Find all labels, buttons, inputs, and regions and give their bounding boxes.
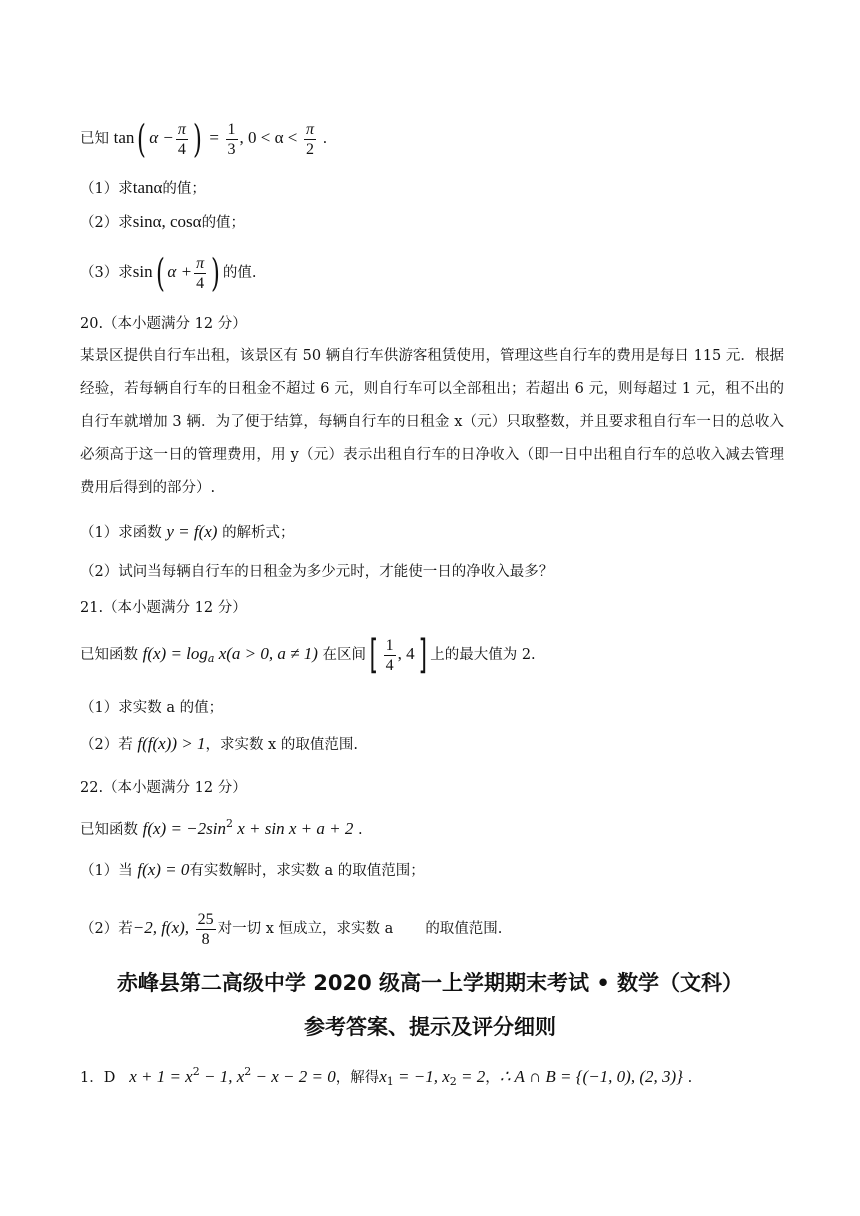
q21-part1: （1）求实数 a 的值；: [80, 700, 224, 716]
alpha-minus: α −: [149, 128, 174, 147]
pi-over-2: $\frac{\pi}{2}$: [305, 120, 314, 158]
q21-intro-math2: x(a > 0, a ≠ 1): [214, 644, 318, 663]
q19-part3: [80, 252, 800, 293]
pi-over-4: $\frac{\pi}{4}$: [177, 120, 186, 158]
a1-mid: ，解得: [335, 1070, 380, 1086]
q21-part2-prefix: （2）若: [80, 737, 133, 753]
sin-squared: 2: [225, 817, 233, 830]
q22-intro-math-a: f(x) = −2sin: [142, 819, 226, 838]
q22-part1-prefix: （1）当: [80, 863, 133, 879]
q22-intro: [80, 814, 800, 840]
q22-part1-math: f(x) = 0: [137, 860, 190, 879]
a1-math-c: − x − 2 = 0: [251, 1067, 336, 1086]
q19-intro: [80, 118, 800, 159]
q20-body: 某景区提供自行车出租，该景区有 50 辆自行车供游客租赁使用，管理这些自行车的费用是每日 115 元．根据经验，若每辆自行车的日租金不超过 6 元，则自行车可以全部租出；若超出 6 元，则每超过 1 元，租不出的自行车就增加 3 辆．为了便于结算，每辆自行车的日租金 x（元）只取整数，并且要求租自行车一日的总收入必须高于这一日的管理费用，用 y（元）表示出租自行车的日净收入（即一日中出租自行车的总收入减去管理费用后得到的部分）.: [80, 348, 784, 496]
alpha-plus: α +: [167, 262, 193, 281]
twenty-five-eighths: $\frac{25}{8}$: [197, 910, 214, 948]
q19-part2: [80, 212, 800, 233]
equals: =: [209, 128, 219, 147]
q21-part2-math: f(f(x)) > 1: [137, 734, 206, 753]
q21-intro: [80, 632, 800, 681]
q19-part3-suffix: 的值.: [222, 265, 257, 281]
q19-part1-math: tanα: [132, 178, 163, 197]
log-base: a: [207, 652, 215, 665]
right-paren: ): [192, 117, 202, 161]
a1-math-f: = 2: [456, 1067, 486, 1086]
period: .: [322, 131, 328, 147]
answers-title-1: 赤峰县第二高级中学 2020 级高一上学期期末考试 • 数学（文科）: [116, 971, 744, 995]
q22-part2: [80, 906, 800, 951]
q21-intro-suffix: 上的最大值为 2.: [430, 647, 536, 663]
left-paren: (: [155, 251, 165, 295]
answer-1-label: 1．D: [80, 1070, 116, 1086]
answer-1: 1．D $x + 1 = x^2 - 1$, $x^2 - x - 2 = 0$，解得$x_1 = -1$, $x_2 = 2$，∴ A ∩ B = {(−1, 0), (2, 3)} .: [80, 1065, 693, 1088]
q22-part1-suffix: 有实数解时，求实数 a 的取值范围；: [189, 863, 425, 879]
sin-text: sin: [132, 262, 153, 281]
interval-end: , 4: [397, 644, 415, 663]
q22-intro-math-b: x + sin x + a + 2: [232, 819, 354, 838]
q22-intro-suffix: .: [357, 822, 363, 838]
a1-math-b: − 1, x: [199, 1067, 245, 1086]
a1-math-a: x + 1 = x: [129, 1067, 193, 1086]
left-bracket: [: [369, 632, 379, 678]
q19-intro-prefix: 已知: [80, 131, 109, 147]
a1-math-g: ∴ A ∩ B = {(−1, 0), (2, 3)}: [499, 1067, 683, 1086]
right-paren: ): [211, 251, 220, 295]
a1-math-e: = −1, x: [393, 1067, 450, 1086]
q21-header: 21.（本小题满分 12 分）: [80, 600, 247, 616]
q20-part1-math: y = f(x): [166, 522, 218, 541]
q19-part2-prefix: （2）求: [80, 215, 133, 231]
pi-over-4: $\frac{\pi}{4}$: [196, 254, 205, 292]
q19-part2-suffix: 的值；: [201, 215, 246, 231]
q22-part2-end: 的取值范围.: [425, 921, 503, 937]
one-quarter: $\frac{1}{4}$: [385, 636, 394, 674]
q20-part1-prefix: （1）求函数: [80, 525, 162, 541]
right-bracket: ]: [418, 632, 427, 678]
q21-part2-suffix: ，求实数 x 的取值范围.: [205, 737, 358, 753]
tan-text: tan: [113, 128, 135, 147]
q19-part3-prefix: （3）求: [80, 265, 133, 281]
q21-intro-math: f(x) = log: [142, 644, 208, 663]
a1-mid2: ，: [485, 1070, 500, 1086]
a1-end: .: [687, 1070, 693, 1086]
alpha-range: , 0 < α <: [239, 128, 298, 147]
one-third: $\frac{1}{3}$: [227, 120, 236, 158]
q22-intro-prefix: 已知函数: [80, 822, 138, 838]
answers-title-2: 参考答案、提示及评分细则: [304, 1015, 556, 1039]
q22-part2-prefix: （2）若: [80, 921, 133, 937]
q21-part2: [80, 734, 800, 755]
q19-part1-suffix: 的值；: [162, 181, 206, 197]
q20-part1-suffix: 的解析式；: [222, 525, 295, 541]
a1-math-d: x: [379, 1067, 387, 1086]
q19-part2-math: sinα, cosα: [132, 212, 202, 231]
q21-intro-mid: 在区间: [322, 647, 366, 663]
left-paren: (: [137, 117, 147, 161]
q20-part1: [80, 522, 800, 543]
q20-part2: （2）试问当每辆自行车的日租金为多少元时，才能使一日的净收入最多？: [80, 564, 554, 580]
q22-part2-suffix: 对一切 x 恒成立，求实数 a: [217, 921, 394, 937]
q19-part1: [80, 178, 800, 199]
q22-header: 22.（本小题满分 12 分）: [80, 780, 247, 796]
q22-part1: [80, 860, 800, 881]
q22-part2-math: −2, f(x),: [132, 918, 190, 937]
q19-part1-prefix: （1）求: [80, 181, 133, 197]
q20-header: 20.（本小题满分 12 分）: [80, 316, 247, 332]
q21-intro-prefix: 已知函数: [80, 647, 138, 663]
